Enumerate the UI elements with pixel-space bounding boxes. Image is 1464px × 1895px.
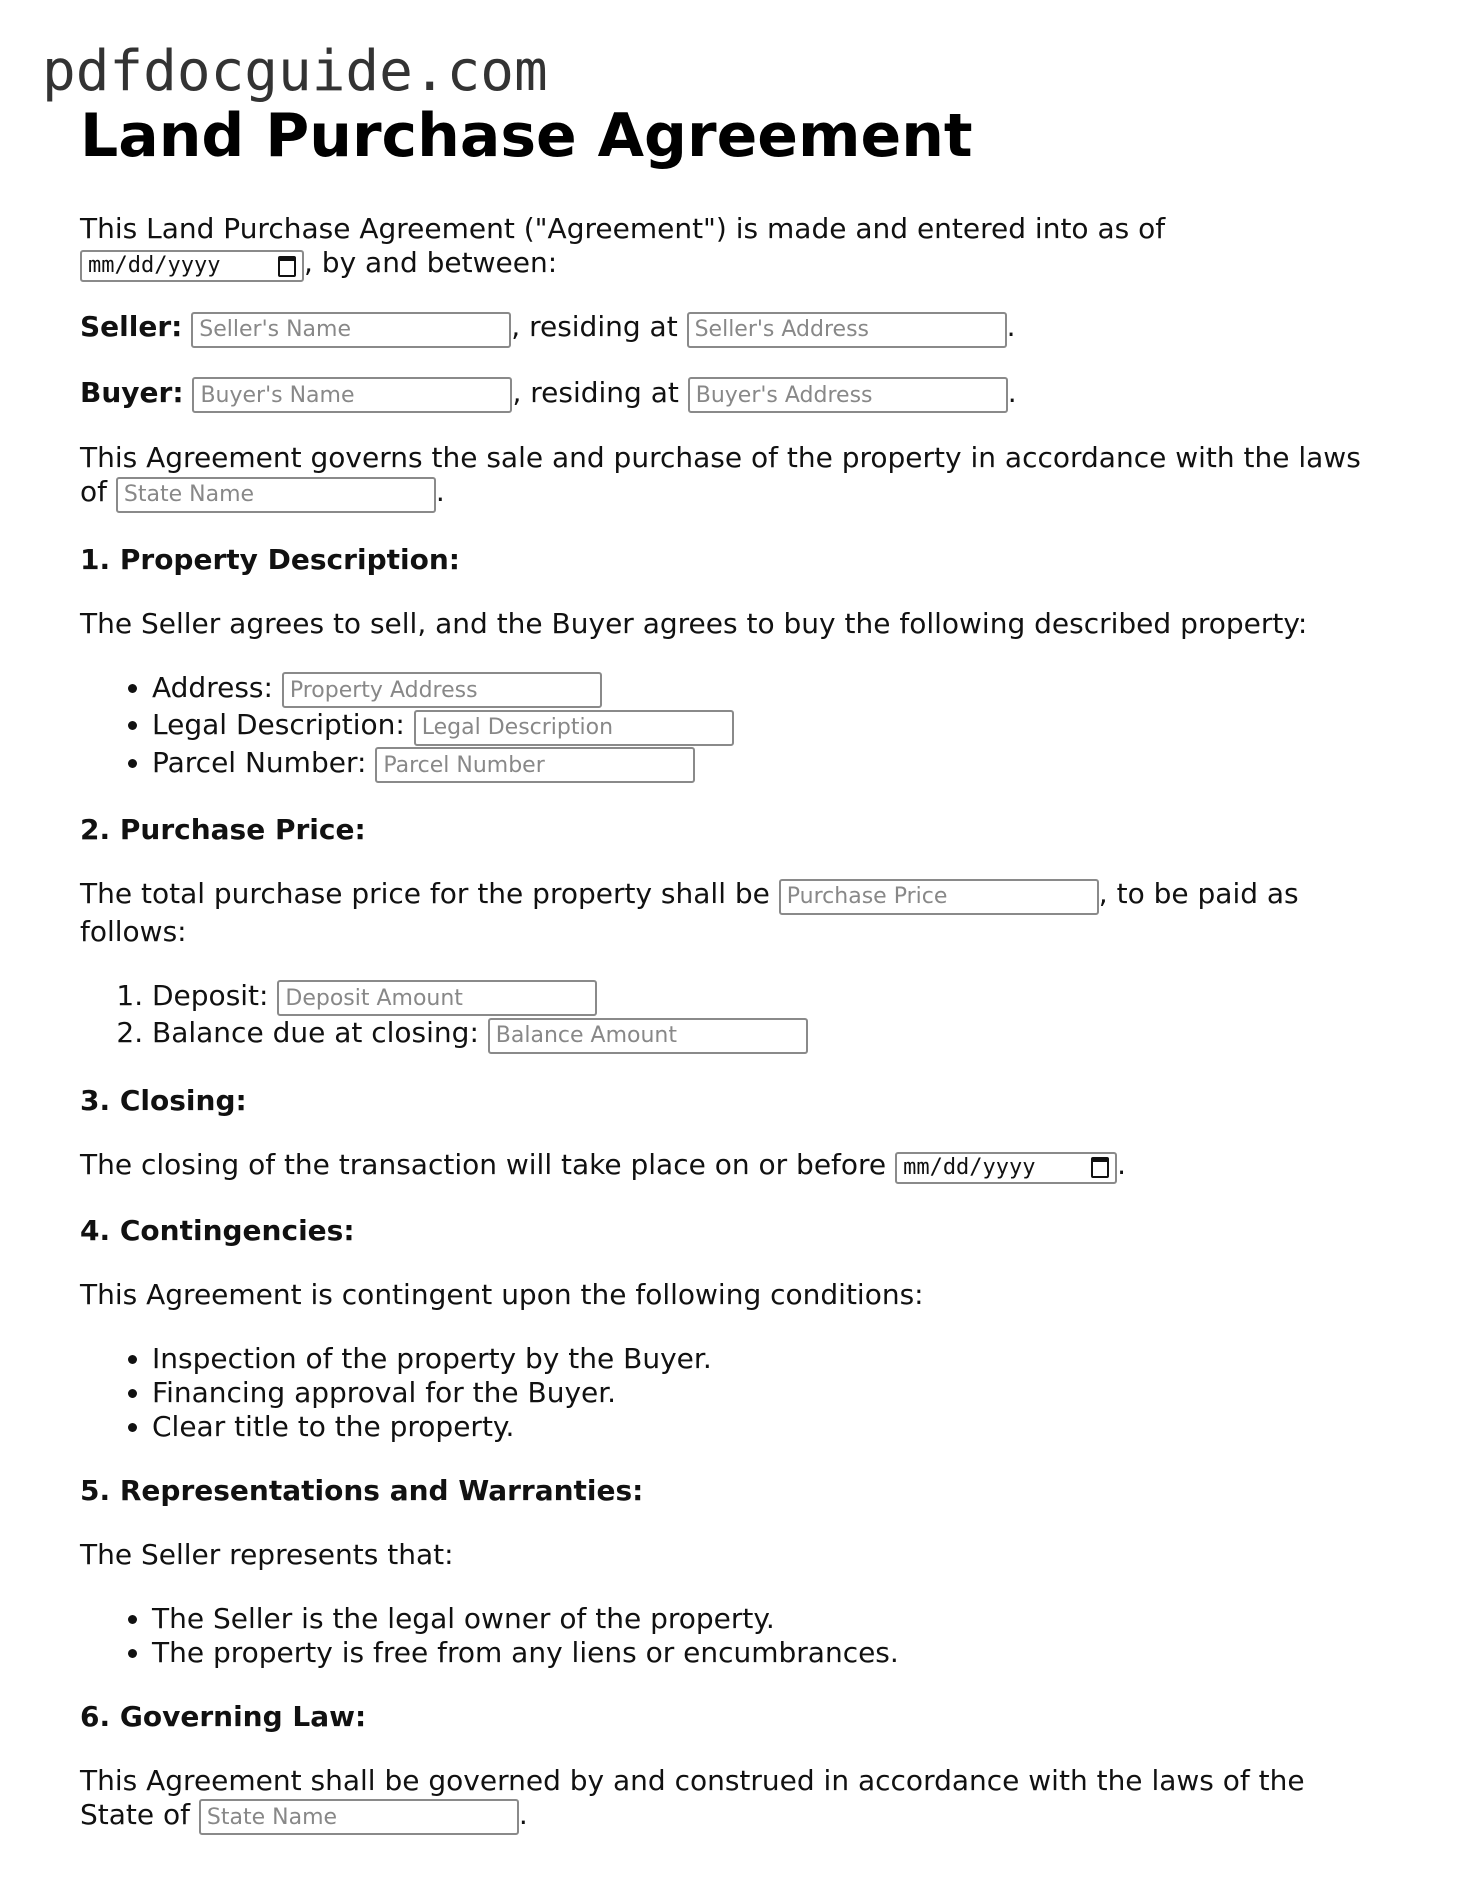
- seller-line: [80, 310, 1380, 348]
- list-item: • Inspection of the property by the Buyer.: [152, 1342, 1380, 1376]
- balance-label: Balance due at closing:: [152, 1016, 479, 1049]
- date-placeholder: mm/dd/yyyy: [88, 253, 221, 278]
- contingencies-list: [80, 1342, 1380, 1444]
- intro-text-after: , by and between:: [304, 246, 558, 279]
- purchase-price-input[interactable]: [779, 879, 1099, 915]
- buyer-line: [80, 376, 1380, 414]
- legal-description-input[interactable]: [414, 710, 734, 746]
- price-text-after: , to be paid as follows:: [80, 877, 1299, 948]
- section-title-law: 6. Governing Law:: [80, 1699, 367, 1733]
- property-text: The Seller agrees to sell, and the Buyer agrees to buy the following described property:: [80, 606, 1308, 640]
- deposit-label: Deposit:: [152, 978, 269, 1012]
- date-placeholder: mm/dd/yyyy: [903, 1154, 1036, 1180]
- state-name-input[interactable]: [116, 477, 436, 513]
- agreement-date-field[interactable]: [80, 250, 304, 282]
- section-title-contingencies: 4. Contingencies:: [80, 1213, 355, 1247]
- buyer-residing-text: , residing at: [512, 375, 679, 409]
- warranties-list: [80, 1602, 1380, 1670]
- list-item: • Clear title to the property.: [152, 1410, 1380, 1444]
- seller-label: Seller:: [80, 310, 183, 343]
- law-state-input[interactable]: [199, 1799, 519, 1835]
- document-page: [80, 100, 1380, 1835]
- closing-end: .: [1117, 1147, 1126, 1181]
- seller-address-input[interactable]: [687, 312, 1007, 348]
- intro-text: This Land Purchase Agreement ("Agreement") is made and entered into as of: [80, 212, 1166, 245]
- list-item: [152, 708, 1380, 746]
- closing-date-field[interactable]: [895, 1152, 1117, 1184]
- list-item: • The property is free from any liens or encumbrances.: [152, 1636, 1380, 1670]
- buyer-name-input[interactable]: [192, 377, 512, 413]
- legal-description-label: Legal Description:: [152, 708, 405, 741]
- deposit-amount-input[interactable]: [277, 980, 597, 1016]
- list-item: [152, 746, 1380, 784]
- calendar-icon[interactable]: [1091, 1157, 1109, 1178]
- balance-amount-input[interactable]: [488, 1018, 808, 1054]
- law-end: .: [518, 1797, 528, 1831]
- seller-residing-text: , residing at: [511, 310, 678, 343]
- list-item: [152, 979, 1380, 1017]
- price-text: The total purchase price for the property shall be: [80, 877, 770, 910]
- parcel-number-input[interactable]: [375, 747, 695, 783]
- governs-end: .: [435, 475, 445, 508]
- calendar-icon[interactable]: [278, 256, 296, 277]
- law-paragraph: [80, 1764, 1380, 1836]
- list-item: • Financing approval for the Buyer.: [152, 1376, 1380, 1410]
- list-item: [152, 671, 1380, 709]
- section-title-closing: 3. Closing:: [80, 1083, 247, 1117]
- watermark: pdfdocguide.com: [42, 39, 548, 104]
- law-text: This Agreement shall be governed by and construed in accordance with the laws of the State of: [80, 1763, 1305, 1831]
- section-title-warranties: 5. Representations and Warranties:: [80, 1473, 644, 1507]
- seller-end: .: [1006, 310, 1016, 343]
- property-address-input[interactable]: [282, 672, 602, 708]
- section-title-property: 1. Property Description:: [80, 542, 460, 576]
- buyer-end: .: [1007, 375, 1017, 409]
- property-list: [80, 671, 1380, 784]
- closing-paragraph: [80, 1148, 1380, 1184]
- warranties-text: The Seller represents that:: [80, 1537, 454, 1571]
- list-item: [152, 1016, 1380, 1054]
- list-item: • The Seller is the legal owner of the property.: [152, 1602, 1380, 1636]
- section-title-price: 2. Purchase Price:: [80, 813, 366, 846]
- intro-paragraph: [80, 212, 1380, 282]
- price-paragraph: [80, 877, 1380, 949]
- parcel-number-label: Parcel Number:: [152, 745, 367, 779]
- buyer-address-input[interactable]: [688, 377, 1008, 413]
- governs-text: This Agreement governs the sale and purchase of the property in accordance with the laws of: [80, 441, 1361, 508]
- document-title: Land Purchase Agreement: [80, 101, 973, 171]
- governs-paragraph: [80, 441, 1380, 513]
- contingencies-text: This Agreement is contingent upon the following conditions:: [80, 1277, 924, 1311]
- closing-text: The closing of the transaction will take place on or before: [80, 1147, 887, 1181]
- buyer-label: Buyer:: [80, 375, 184, 409]
- seller-name-input[interactable]: [191, 312, 511, 348]
- payment-list: [80, 979, 1380, 1054]
- property-address-label: Address:: [152, 670, 273, 704]
